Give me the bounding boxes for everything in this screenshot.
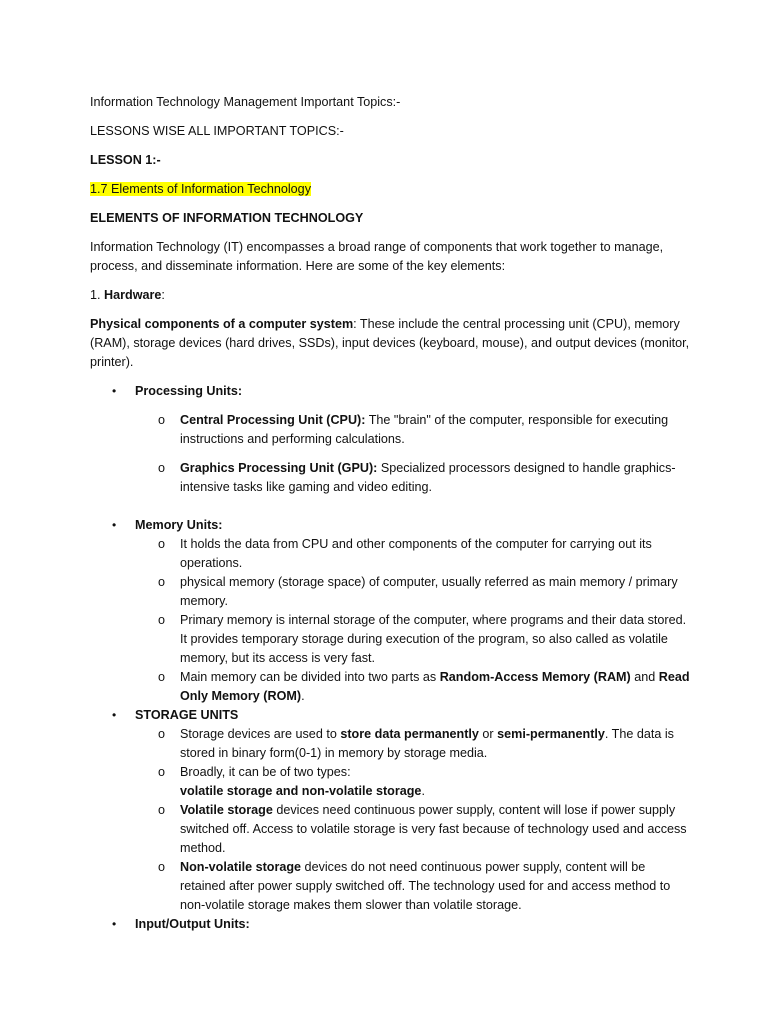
sub-bullet-icon: o [158, 727, 166, 741]
sub-bullet-icon: o [158, 613, 166, 627]
bullet-icon: • [112, 917, 117, 931]
sub-bullet-icon: o [158, 413, 166, 427]
subbullet-cpu: o Central Processing Unit (CPU): The "brain" of the computer, responsible for executing instructions and performing calculations. [158, 413, 669, 446]
bullet-icon: • [112, 518, 117, 532]
doc-title: Information Technology Management Important Topics:- [90, 95, 401, 109]
document-body [90, 93, 690, 934]
sub-bullet-icon: o [158, 670, 166, 684]
sub-bullet-icon: o [158, 860, 166, 874]
physical-components-paragraph: Physical components of a computer system: These include the central processing unit (CPU), memory (RAM), storage devices (hard drives, SSDs), input devices (keyboard, mouse), and output devices (monitor, printer). [90, 317, 690, 369]
subbullet-memory-1: o It holds the data from CPU and other components of the computer for carrying out its operations. [158, 537, 652, 570]
lesson-heading: LESSON 1:- [90, 153, 161, 167]
intro-paragraph: Information Technology (IT) encompasses a broad range of components that work together to manage, process, and disseminate information. Here are some of the key elements: [90, 240, 664, 273]
sub-bullet-icon: o [158, 765, 166, 779]
subbullet-gpu: o Graphics Processing Unit (GPU): Specialized processors designed to handle graphics-intensive tasks like gaming and video editing. [158, 461, 676, 494]
bullet-icon: • [112, 384, 117, 398]
subbullet-memory-3: o Primary memory is internal storage of the computer, where programs and their data stored. It provides temporary storage during execution of the program, so also called as volatile memory, but its access is very fast. [158, 613, 687, 665]
sub-bullet-icon: o [158, 461, 166, 475]
subbullet-memory-4: o Main memory can be divided into two parts as Random-Access Memory (RAM) and Read Only Memory (ROM). [158, 670, 690, 703]
subbullet-storage-2: o Broadly, it can be of two types: volatile storage and non-volatile storage. [158, 765, 425, 798]
doc-subtitle: LESSONS WISE ALL IMPORTANT TOPICS:- [90, 124, 344, 138]
subbullet-storage-1: o Storage devices are used to store data permanently or semi-permanently. The data is stored in binary form(0-1) in memory by storage media. [158, 727, 674, 760]
bullet-memory-units: • Memory Units: [90, 516, 690, 535]
hardware-heading: 1. Hardware: [90, 288, 165, 302]
sub-bullet-icon: o [158, 575, 166, 589]
sub-bullet-icon: o [158, 537, 166, 551]
subbullet-storage-4: o Non-volatile storage devices do not need continuous power supply, content will be retained after power supply switched off. The technology used for and access method to non-volatile storage makes them slower than volatile storage. [158, 860, 671, 912]
subbullet-memory-2: o physical memory (storage space) of computer, usually referred as main memory / primary memory. [158, 575, 678, 608]
subbullet-storage-3: o Volatile storage devices need continuous power supply, content will lose if power supply switched off. Access to volatile storage is very fast because of technology used and access method. [158, 803, 687, 855]
bullet-io-units: • Input/Output Units: [90, 915, 690, 934]
section-highlight: 1.7 Elements of Information Technology [90, 182, 311, 196]
bullet-icon: • [112, 708, 117, 722]
bullet-storage-units: • STORAGE UNITS [90, 706, 690, 725]
sub-bullet-icon: o [158, 803, 166, 817]
section-heading: ELEMENTS OF INFORMATION TECHNOLOGY [90, 211, 364, 225]
bullet-processing-units: • Processing Units: [90, 382, 690, 401]
